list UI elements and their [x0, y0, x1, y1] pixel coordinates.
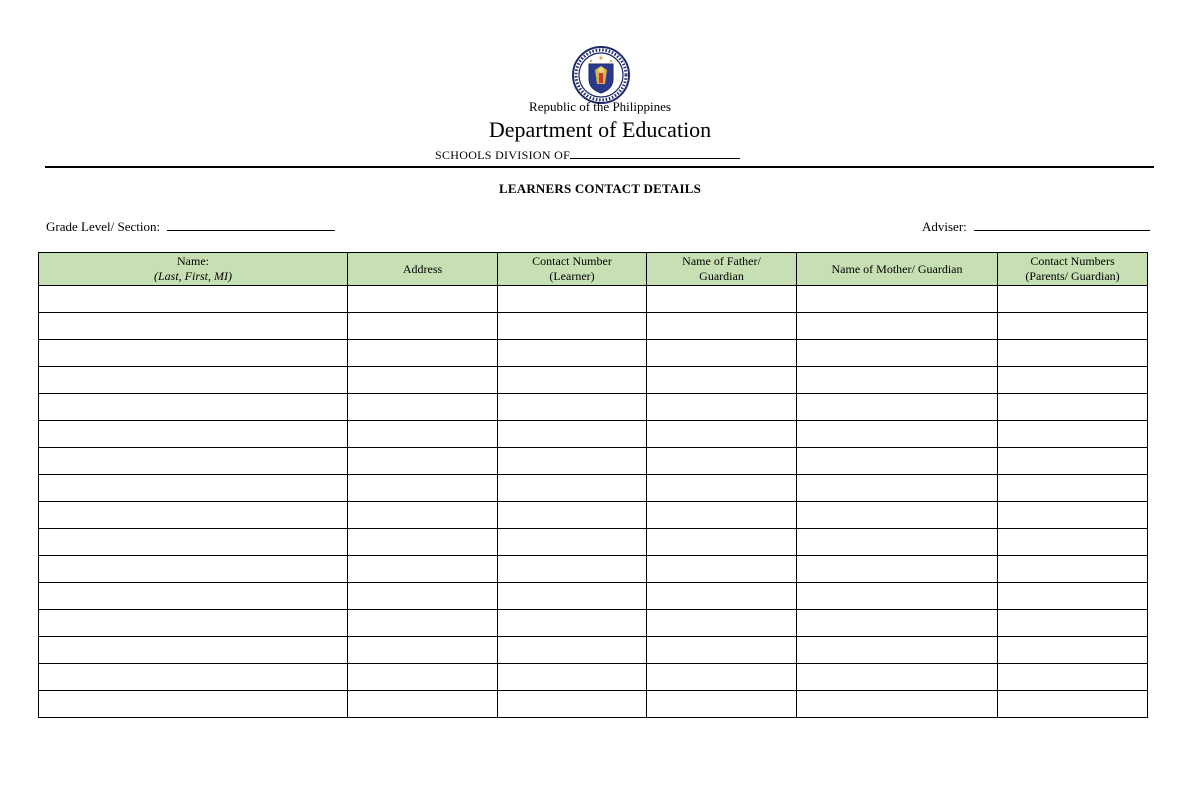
table-cell[interactable]: [39, 340, 348, 367]
table-row: [39, 286, 1148, 313]
table-row: [39, 610, 1148, 637]
column-header-line1: Name of Father/: [682, 254, 761, 268]
table-cell[interactable]: [647, 421, 797, 448]
column-header-line1: Contact Numbers: [1030, 254, 1115, 268]
table-cell[interactable]: [998, 691, 1148, 718]
department-title: Department of Education: [488, 117, 712, 142]
table-cell[interactable]: [498, 691, 647, 718]
table-cell[interactable]: [498, 421, 647, 448]
table-cell[interactable]: [348, 502, 498, 529]
table-row: [39, 637, 1148, 664]
column-header-line2: Guardian: [699, 269, 744, 283]
column-header-address: [348, 253, 498, 286]
table-cell[interactable]: [498, 313, 647, 340]
table-cell[interactable]: [647, 475, 797, 502]
adviser-input[interactable]: [974, 218, 1150, 231]
table-row: [39, 367, 1148, 394]
table-cell[interactable]: [39, 637, 348, 664]
table-cell[interactable]: [348, 556, 498, 583]
table-cell[interactable]: [498, 664, 647, 691]
table-row: [39, 475, 1148, 502]
table-row: [39, 556, 1148, 583]
table-cell[interactable]: [998, 448, 1148, 475]
table-cell[interactable]: [647, 367, 797, 394]
table-cell[interactable]: [498, 286, 647, 313]
column-header-line2: (Learner): [549, 269, 595, 283]
table-cell[interactable]: [498, 610, 647, 637]
table-cell[interactable]: [647, 610, 797, 637]
column-header-mother: [797, 253, 998, 286]
table-cell[interactable]: [998, 313, 1148, 340]
table-cell[interactable]: [348, 448, 498, 475]
table-cell[interactable]: [647, 448, 797, 475]
column-header-contact-learner: [498, 253, 647, 286]
table-cell[interactable]: [498, 448, 647, 475]
column-header-line2: (Parents/ Guardian): [1025, 269, 1120, 283]
schools-division: [435, 146, 740, 163]
table-cell[interactable]: [498, 637, 647, 664]
table-cell[interactable]: [647, 502, 797, 529]
table-cell[interactable]: [797, 394, 998, 421]
table-cell[interactable]: [498, 340, 647, 367]
table-cell[interactable]: [998, 340, 1148, 367]
table-cell[interactable]: [498, 556, 647, 583]
table-cell[interactable]: [39, 556, 348, 583]
table-cell[interactable]: [39, 610, 348, 637]
table-cell[interactable]: [348, 475, 498, 502]
table-cell[interactable]: [348, 367, 498, 394]
table-cell[interactable]: [647, 664, 797, 691]
table-cell[interactable]: [348, 313, 498, 340]
table-cell[interactable]: [998, 394, 1148, 421]
column-header-line1: Contact Number: [532, 254, 612, 268]
table-cell[interactable]: [998, 583, 1148, 610]
table-cell[interactable]: [797, 637, 998, 664]
table-cell[interactable]: [647, 583, 797, 610]
table-cell[interactable]: [647, 691, 797, 718]
table-cell[interactable]: [647, 529, 797, 556]
table-cell[interactable]: [348, 529, 498, 556]
table-cell[interactable]: [39, 313, 348, 340]
column-header-line1: Name of Mother/ Guardian: [831, 261, 963, 276]
table-cell[interactable]: [998, 502, 1148, 529]
table-cell[interactable]: [348, 637, 498, 664]
table-row: [39, 583, 1148, 610]
table-cell[interactable]: [348, 421, 498, 448]
column-header-name: [39, 253, 348, 286]
table-cell[interactable]: [647, 340, 797, 367]
column-header-line1: Address: [402, 261, 443, 276]
table-cell[interactable]: [39, 691, 348, 718]
column-header-line2: (Last, First, MI): [154, 269, 232, 283]
table-cell[interactable]: [998, 421, 1148, 448]
table-cell[interactable]: [348, 583, 498, 610]
column-header-contact-parents: [998, 253, 1148, 286]
column-header-father: [647, 253, 797, 286]
table-cell[interactable]: [998, 556, 1148, 583]
table-cell[interactable]: [348, 610, 498, 637]
table-cell[interactable]: [797, 529, 998, 556]
deped-seal-icon: [572, 46, 630, 104]
table-cell[interactable]: [348, 286, 498, 313]
republic-label: Republic of the Philippines: [529, 99, 671, 114]
table-cell[interactable]: [348, 691, 498, 718]
table-row: [39, 691, 1148, 718]
header-divider: [45, 166, 1154, 168]
table-header-row: [39, 253, 1148, 286]
table-cell[interactable]: [797, 691, 998, 718]
table-cell[interactable]: [498, 529, 647, 556]
table-cell[interactable]: [39, 448, 348, 475]
table-cell[interactable]: [998, 529, 1148, 556]
table-row: [39, 664, 1148, 691]
table-cell[interactable]: [797, 448, 998, 475]
table-cell[interactable]: [998, 610, 1148, 637]
table-cell[interactable]: [39, 421, 348, 448]
table-cell[interactable]: [647, 313, 797, 340]
table-row: [39, 529, 1148, 556]
table-cell[interactable]: [498, 502, 647, 529]
table-cell[interactable]: [797, 664, 998, 691]
table-cell[interactable]: [348, 394, 498, 421]
table-cell[interactable]: [498, 475, 647, 502]
page-title: LEARNERS CONTACT DETAILS: [498, 181, 701, 196]
table-cell[interactable]: [647, 556, 797, 583]
table-cell[interactable]: [348, 664, 498, 691]
table-cell[interactable]: [498, 583, 647, 610]
table-body: [39, 286, 1148, 718]
table-cell[interactable]: [797, 313, 998, 340]
table-cell[interactable]: [998, 367, 1148, 394]
table-cell[interactable]: [39, 502, 348, 529]
table-cell[interactable]: [498, 367, 647, 394]
table-row: [39, 394, 1148, 421]
table-cell[interactable]: [797, 286, 998, 313]
grade-level-input[interactable]: [167, 218, 335, 231]
table-cell[interactable]: [797, 367, 998, 394]
table-cell[interactable]: [39, 583, 348, 610]
grade-level-label: Grade Level/ Section:: [46, 219, 161, 234]
table-cell[interactable]: [998, 286, 1148, 313]
adviser-field: [922, 218, 1150, 235]
table-cell[interactable]: [39, 286, 348, 313]
table-cell[interactable]: [39, 367, 348, 394]
table-cell[interactable]: [797, 583, 998, 610]
table-row: [39, 313, 1148, 340]
division-blank-line[interactable]: [570, 146, 740, 159]
table-cell[interactable]: [39, 394, 348, 421]
table-row: [39, 502, 1148, 529]
division-label: SCHOOLS DIVISION OF: [435, 148, 571, 162]
table-cell[interactable]: [998, 664, 1148, 691]
table-cell[interactable]: [998, 475, 1148, 502]
table-row: [39, 448, 1148, 475]
table-cell[interactable]: [797, 502, 998, 529]
table-cell[interactable]: [39, 475, 348, 502]
table-cell[interactable]: [797, 556, 998, 583]
contacts-table: [38, 252, 1148, 718]
table-cell[interactable]: [797, 475, 998, 502]
table-cell[interactable]: [647, 637, 797, 664]
table-cell[interactable]: [39, 664, 348, 691]
table-cell[interactable]: [348, 340, 498, 367]
table-cell[interactable]: [647, 286, 797, 313]
table-row: [39, 421, 1148, 448]
table-cell[interactable]: [797, 610, 998, 637]
table-cell[interactable]: [39, 529, 348, 556]
adviser-label: Adviser:: [922, 219, 967, 234]
table-cell[interactable]: [498, 394, 647, 421]
table-row: [39, 340, 1148, 367]
table-cell[interactable]: [797, 340, 998, 367]
table-cell[interactable]: [647, 394, 797, 421]
grade-level-field: [46, 218, 335, 235]
table-cell[interactable]: [998, 637, 1148, 664]
column-header-line1: Name:: [177, 254, 209, 268]
table-cell[interactable]: [797, 421, 998, 448]
